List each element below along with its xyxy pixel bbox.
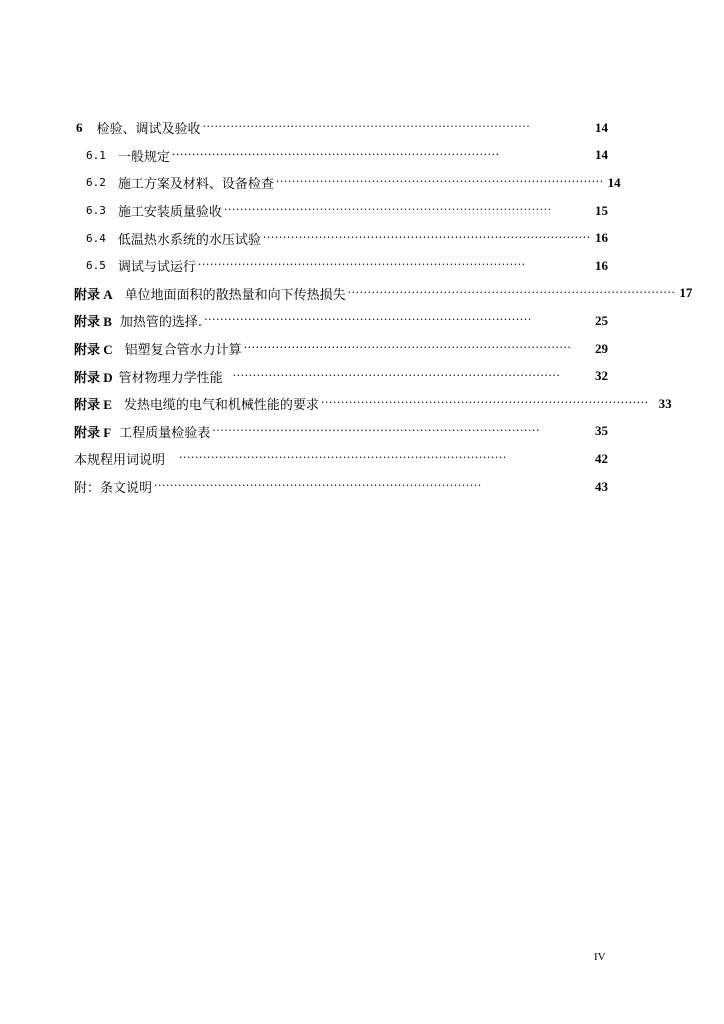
toc-leader-dots: ·················································································· <box>275 175 604 189</box>
toc-entry-number: 附录 C <box>74 342 113 358</box>
toc-entry-number: 6.2 <box>86 176 106 190</box>
toc-entry-title: 工程质量检验表 <box>119 425 211 441</box>
toc-entry-page: 42 <box>595 450 608 466</box>
toc-leader-dots: ·················································································· <box>154 479 482 493</box>
toc-entry-title: 加热管的选择. <box>119 315 203 331</box>
toc-entry[interactable] <box>74 307 608 335</box>
toc-entry-number: 6.4 <box>86 231 106 245</box>
toc-entry-page: 14 <box>595 119 608 135</box>
toc-entry-number: 6.3 <box>86 204 106 218</box>
toc-entry-title: 附：条文说明 <box>74 481 153 497</box>
toc-entry-page: 33 <box>658 395 672 411</box>
toc-entry-number: 6.1 <box>86 148 106 162</box>
toc-entry-page: 16 <box>595 257 608 273</box>
toc-leader-dots: ·················································································· <box>243 341 572 355</box>
toc-entry[interactable] <box>74 390 672 418</box>
toc-entry[interactable] <box>74 418 608 446</box>
toc-leader-dots: ·················································································· <box>223 203 552 217</box>
toc-entry-title: 管材物理力学性能 <box>118 370 223 386</box>
toc-entry-page: 32 <box>595 368 608 384</box>
toc-leader-dots: ·················································································· <box>171 147 500 161</box>
toc-entry-page: 17 <box>679 285 693 301</box>
toc-entry-title: 施工方案及材料、设备检查 <box>117 177 274 193</box>
toc-entry-page: 15 <box>595 202 608 218</box>
toc-leader-dots: ·················································································· <box>262 230 591 244</box>
toc-entry-page: 25 <box>595 312 608 328</box>
toc-entry[interactable] <box>76 169 621 197</box>
toc-entry-title: 调试与试运行 <box>117 260 196 276</box>
toc-entry-title: 低温热水系统的水压试验 <box>117 232 261 248</box>
toc-entry-title: 铝塑复合管水力计算 <box>124 343 242 359</box>
toc-entry[interactable] <box>74 280 693 308</box>
toc-entry[interactable] <box>74 445 608 473</box>
toc-leader-dots: ·················································································· <box>179 451 507 465</box>
toc-entry[interactable] <box>76 224 608 252</box>
toc-entry-page: 35 <box>595 423 608 439</box>
toc-entry-page: 43 <box>595 478 608 494</box>
toc-entry-title: 一般规定 <box>117 149 170 165</box>
toc-entry-number: 附录 B <box>74 314 112 330</box>
toc-entry-number: 附录 E <box>74 397 112 413</box>
toc-entry-title: 检验、调试及验收 <box>96 122 201 138</box>
toc-leader-dots: ·················································································· <box>202 120 531 134</box>
toc-entry[interactable] <box>74 335 608 363</box>
toc-entry-page: 16 <box>595 230 608 246</box>
toc-leader-dots: ·················································································· <box>320 396 649 410</box>
toc-entry-page: 14 <box>607 174 621 190</box>
toc-entry[interactable] <box>76 197 608 225</box>
toc-leader-dots: ·················································································· <box>204 313 532 327</box>
toc-leader-dots: ·················································································· <box>212 423 540 437</box>
toc-entry[interactable] <box>76 114 608 142</box>
toc-entry[interactable] <box>76 142 608 170</box>
table-of-contents <box>74 114 693 500</box>
toc-leader-dots: ·················································································· <box>232 368 561 382</box>
toc-leader-dots: ·················································································· <box>197 258 526 272</box>
toc-entry[interactable] <box>76 252 608 280</box>
toc-entry-title: 单位地面面积的散热量和向下传热损失 <box>124 287 346 303</box>
toc-entry[interactable] <box>74 473 608 501</box>
toc-entry-title: 施工安装质量验收 <box>117 205 222 221</box>
toc-entry-page: 14 <box>595 147 608 163</box>
toc-entry-number: 6 <box>76 119 83 135</box>
toc-entry[interactable] <box>74 362 608 390</box>
page-number: IV <box>594 951 606 963</box>
toc-leader-dots: ·················································································· <box>347 285 676 299</box>
toc-entry-number: 附录 F <box>74 424 112 440</box>
toc-entry-title: 发热电缆的电气和机械性能的要求 <box>123 398 319 414</box>
toc-entry-page: 29 <box>595 340 608 356</box>
toc-entry-number: 6.5 <box>86 259 106 273</box>
toc-entry-title: 本规程用词说明 <box>74 453 166 469</box>
toc-entry-number: 附录 D <box>74 369 113 385</box>
toc-entry-number: 附录 A <box>74 286 113 302</box>
